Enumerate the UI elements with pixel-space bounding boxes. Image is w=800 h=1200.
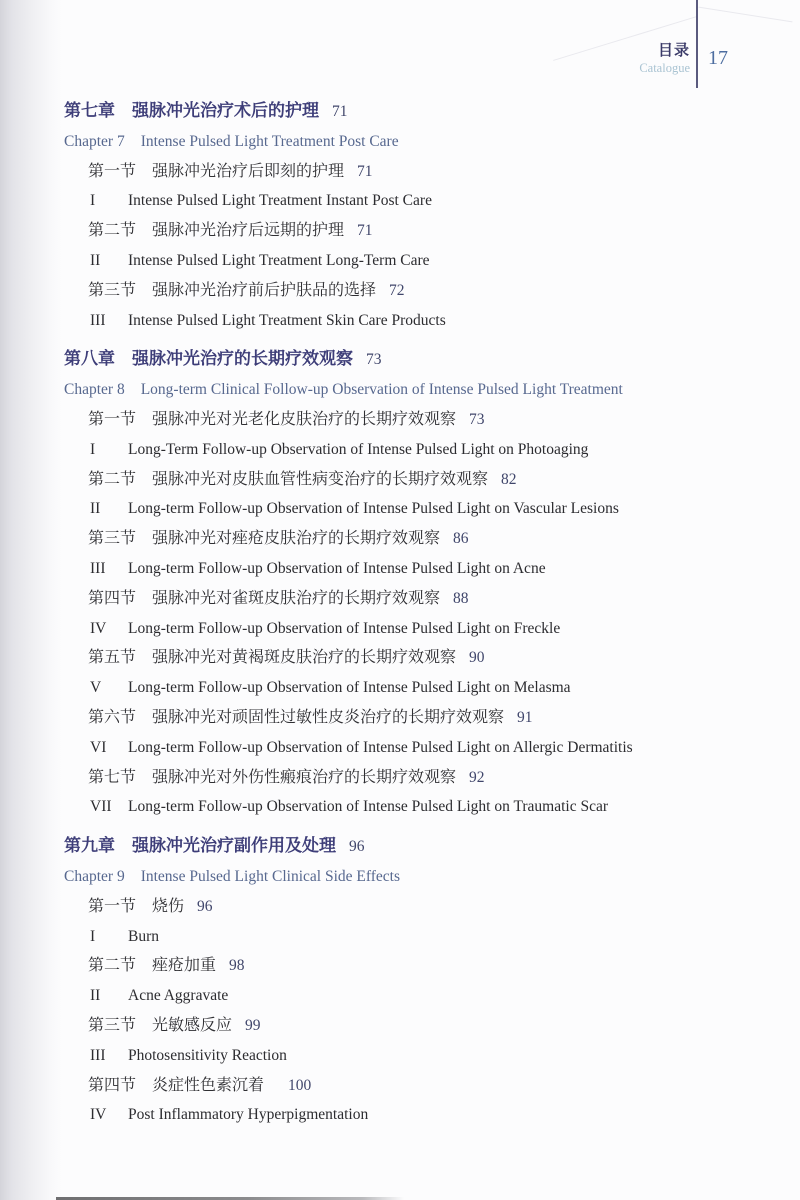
- section-row-en: [64, 554, 762, 584]
- page-number: 86: [453, 530, 469, 548]
- section-row-en: [64, 246, 762, 276]
- page-number: 90: [469, 649, 485, 667]
- page-number: 82: [501, 470, 517, 488]
- section-title-cn: 强脉冲光对顽固性过敏性皮炎治疗的长期疗效观察: [152, 708, 505, 726]
- chapter-title-cn: 强脉冲光治疗的长期疗效观察: [132, 349, 353, 370]
- chapter-label-cn: 第九章: [64, 836, 115, 857]
- section-label-cn: 第五节: [88, 649, 137, 667]
- section-row-cn: [64, 524, 762, 554]
- section-row-en: [64, 922, 762, 952]
- section-title-cn: 强脉冲光对光老化皮肤治疗的长期疗效观察: [152, 410, 457, 428]
- section-row-cn: [64, 465, 762, 495]
- section-label-cn: 第一节: [88, 162, 137, 180]
- header-divider-rule: [696, 0, 698, 88]
- section-label-cn: 第一节: [88, 410, 137, 428]
- chapter-title-row-en: [64, 862, 762, 892]
- section-label-en: I: [90, 440, 96, 458]
- section-title-en: Long-term Follow-up Observation of Intense Pulsed Light on Melasma: [128, 679, 571, 697]
- chapter-title-en: Intense Pulsed Light Clinical Side Effects: [140, 867, 400, 885]
- section-title-cn: 强脉冲光对痤疮皮肤治疗的长期疗效观察: [152, 530, 441, 548]
- section-title-en: Photosensitivity Reaction: [128, 1046, 287, 1064]
- page-number: 73: [469, 410, 485, 428]
- toc-chapter-8: [64, 345, 762, 822]
- section-label-cn: 第一节: [88, 897, 137, 915]
- section-label-cn: 第三节: [88, 281, 137, 299]
- page-number: 71: [332, 103, 348, 120]
- scan-crease: [699, 7, 793, 23]
- section-row-cn: [64, 276, 762, 306]
- page-number: 92: [469, 768, 485, 786]
- section-label-cn: 第四节: [88, 1076, 137, 1094]
- section-label-en: IV: [90, 619, 107, 637]
- section-title-cn: 痤疮加重: [152, 957, 217, 975]
- chapter-title-row-cn: [64, 97, 762, 127]
- section-title-en: Long-Term Follow-up Observation of Intense Pulsed Light on Photoaging: [128, 440, 589, 458]
- section-row-cn: [64, 1011, 762, 1041]
- page-binding-shadow: [0, 0, 62, 1200]
- section-row-en: [64, 792, 762, 822]
- section-row-en: [64, 435, 762, 465]
- section-label-cn: 第二节: [88, 222, 137, 240]
- section-row-cn: [64, 892, 762, 922]
- section-row-cn: [64, 405, 762, 435]
- chapter-label-en: Chapter 9: [64, 867, 125, 885]
- section-title-en: Long-term Follow-up Observation of Intense Pulsed Light on Vascular Lesions: [128, 500, 619, 518]
- chapter-label-en: Chapter 8: [64, 381, 125, 399]
- section-label-en: I: [90, 192, 96, 210]
- chapter-title-en: Long-term Clinical Follow-up Observation of Intense Pulsed Light Treatment: [140, 381, 623, 399]
- folio-page-number: 17: [708, 47, 728, 69]
- section-row-en: [64, 1100, 762, 1130]
- section-title-cn: 强脉冲光治疗后远期的护理: [152, 222, 345, 240]
- section-row-en: [64, 306, 762, 336]
- chapter-label-en: Chapter 7: [64, 132, 125, 150]
- section-row-en: [64, 673, 762, 703]
- section-label-en: III: [90, 1046, 106, 1064]
- section-row-en: [64, 494, 762, 524]
- section-title-en: Burn: [128, 927, 159, 945]
- section-title-en: Intense Pulsed Light Treatment Instant Post Care: [128, 192, 432, 210]
- page-number: 99: [245, 1016, 261, 1034]
- section-title-cn: 炎症性色素沉着: [152, 1076, 265, 1094]
- section-label-cn: 第四节: [88, 589, 137, 607]
- section-label-cn: 第三节: [88, 530, 137, 548]
- toc-chapter-9: [64, 832, 762, 1130]
- section-label-cn: 第二节: [88, 470, 137, 488]
- page-number: 88: [453, 589, 469, 607]
- section-label-en: II: [90, 500, 101, 518]
- page-number: 72: [389, 281, 405, 299]
- section-title-cn: 烧伤: [152, 897, 185, 915]
- page-number: 73: [366, 351, 382, 369]
- chapter-title-cn: 强脉冲光治疗术后的护理: [132, 101, 319, 121]
- section-row-en: [64, 981, 762, 1011]
- page-number: 71: [357, 162, 373, 180]
- toc-chapter-7: [64, 97, 762, 335]
- section-row-cn: [64, 584, 762, 614]
- section-row-cn: [64, 157, 762, 187]
- section-row-cn: [64, 763, 762, 793]
- chapter-title-en: Intense Pulsed Light Treatment Post Care: [140, 132, 399, 150]
- section-row-cn: [64, 216, 762, 246]
- table-of-contents: [64, 97, 762, 1130]
- chapter-label-cn: 第七章: [64, 101, 115, 121]
- section-row-cn: [64, 703, 762, 733]
- section-row-cn: [64, 643, 762, 673]
- page-number: 98: [229, 957, 245, 975]
- section-label-cn: 第六节: [88, 708, 137, 726]
- section-label-cn: 第七节: [88, 768, 137, 786]
- chapter-title-row-cn: [64, 832, 762, 862]
- section-label-cn: 第三节: [88, 1016, 137, 1034]
- page-header: [0, 43, 690, 75]
- section-label-en: V: [90, 679, 102, 697]
- header-title-en: Catalogue: [639, 61, 690, 75]
- section-title-cn: 强脉冲光对皮肤血管性病变治疗的长期疗效观察: [152, 470, 489, 488]
- chapter-title-cn: 强脉冲光治疗副作用及处理: [132, 836, 336, 857]
- section-row-cn: [64, 951, 762, 981]
- section-title-cn: 强脉冲光治疗前后护肤品的选择: [152, 281, 377, 299]
- section-title-en: Intense Pulsed Light Treatment Skin Care Products: [128, 311, 446, 329]
- section-row-cn: [64, 1071, 762, 1101]
- page-number: 96: [197, 897, 213, 915]
- section-label-en: VII: [90, 798, 112, 816]
- section-title-cn: 强脉冲光对雀斑皮肤治疗的长期疗效观察: [152, 589, 441, 607]
- chapter-title-row-cn: [64, 345, 762, 375]
- page-number: 100: [288, 1076, 312, 1094]
- section-row-en: [64, 1041, 762, 1071]
- section-title-en: Long-term Follow-up Observation of Intense Pulsed Light on Allergic Dermatitis: [128, 738, 633, 756]
- section-title-en: Post Inflammatory Hyperpigmentation: [128, 1106, 369, 1124]
- page-number: 71: [357, 222, 373, 240]
- section-title-cn: 强脉冲光对外伤性瘢痕治疗的长期疗效观察: [152, 768, 457, 786]
- section-label-en: VI: [90, 738, 107, 756]
- section-label-en: I: [90, 927, 96, 945]
- header-title-cn: 目录: [657, 41, 690, 59]
- section-row-en: [64, 186, 762, 216]
- section-title-en: Long-term Follow-up Observation of Intense Pulsed Light on Freckle: [128, 619, 561, 637]
- section-title-en: Long-term Follow-up Observation of Intense Pulsed Light on Traumatic Scar: [128, 798, 609, 816]
- section-label-en: II: [90, 251, 101, 269]
- section-title-cn: 强脉冲光对黄褐斑皮肤治疗的长期疗效观察: [152, 649, 457, 667]
- chapter-title-row-en: [64, 375, 762, 405]
- section-title-en: Acne Aggravate: [128, 987, 229, 1005]
- chapter-title-row-en: [64, 127, 762, 157]
- chapter-label-cn: 第八章: [64, 349, 115, 370]
- section-row-en: [64, 733, 762, 763]
- section-title-cn: 光敏感反应: [152, 1016, 233, 1034]
- section-label-en: III: [90, 559, 106, 577]
- section-title-cn: 强脉冲光治疗后即刻的护理: [152, 162, 345, 180]
- page-number: 96: [349, 838, 365, 856]
- page-number: 91: [517, 708, 533, 726]
- section-row-en: [64, 614, 762, 644]
- section-title-en: Long-term Follow-up Observation of Intense Pulsed Light on Acne: [128, 559, 546, 577]
- section-title-en: Intense Pulsed Light Treatment Long-Term Care: [128, 251, 430, 269]
- section-label-en: II: [90, 987, 101, 1005]
- section-label-cn: 第二节: [88, 957, 137, 975]
- section-label-en: III: [90, 311, 106, 329]
- section-label-en: IV: [90, 1106, 107, 1124]
